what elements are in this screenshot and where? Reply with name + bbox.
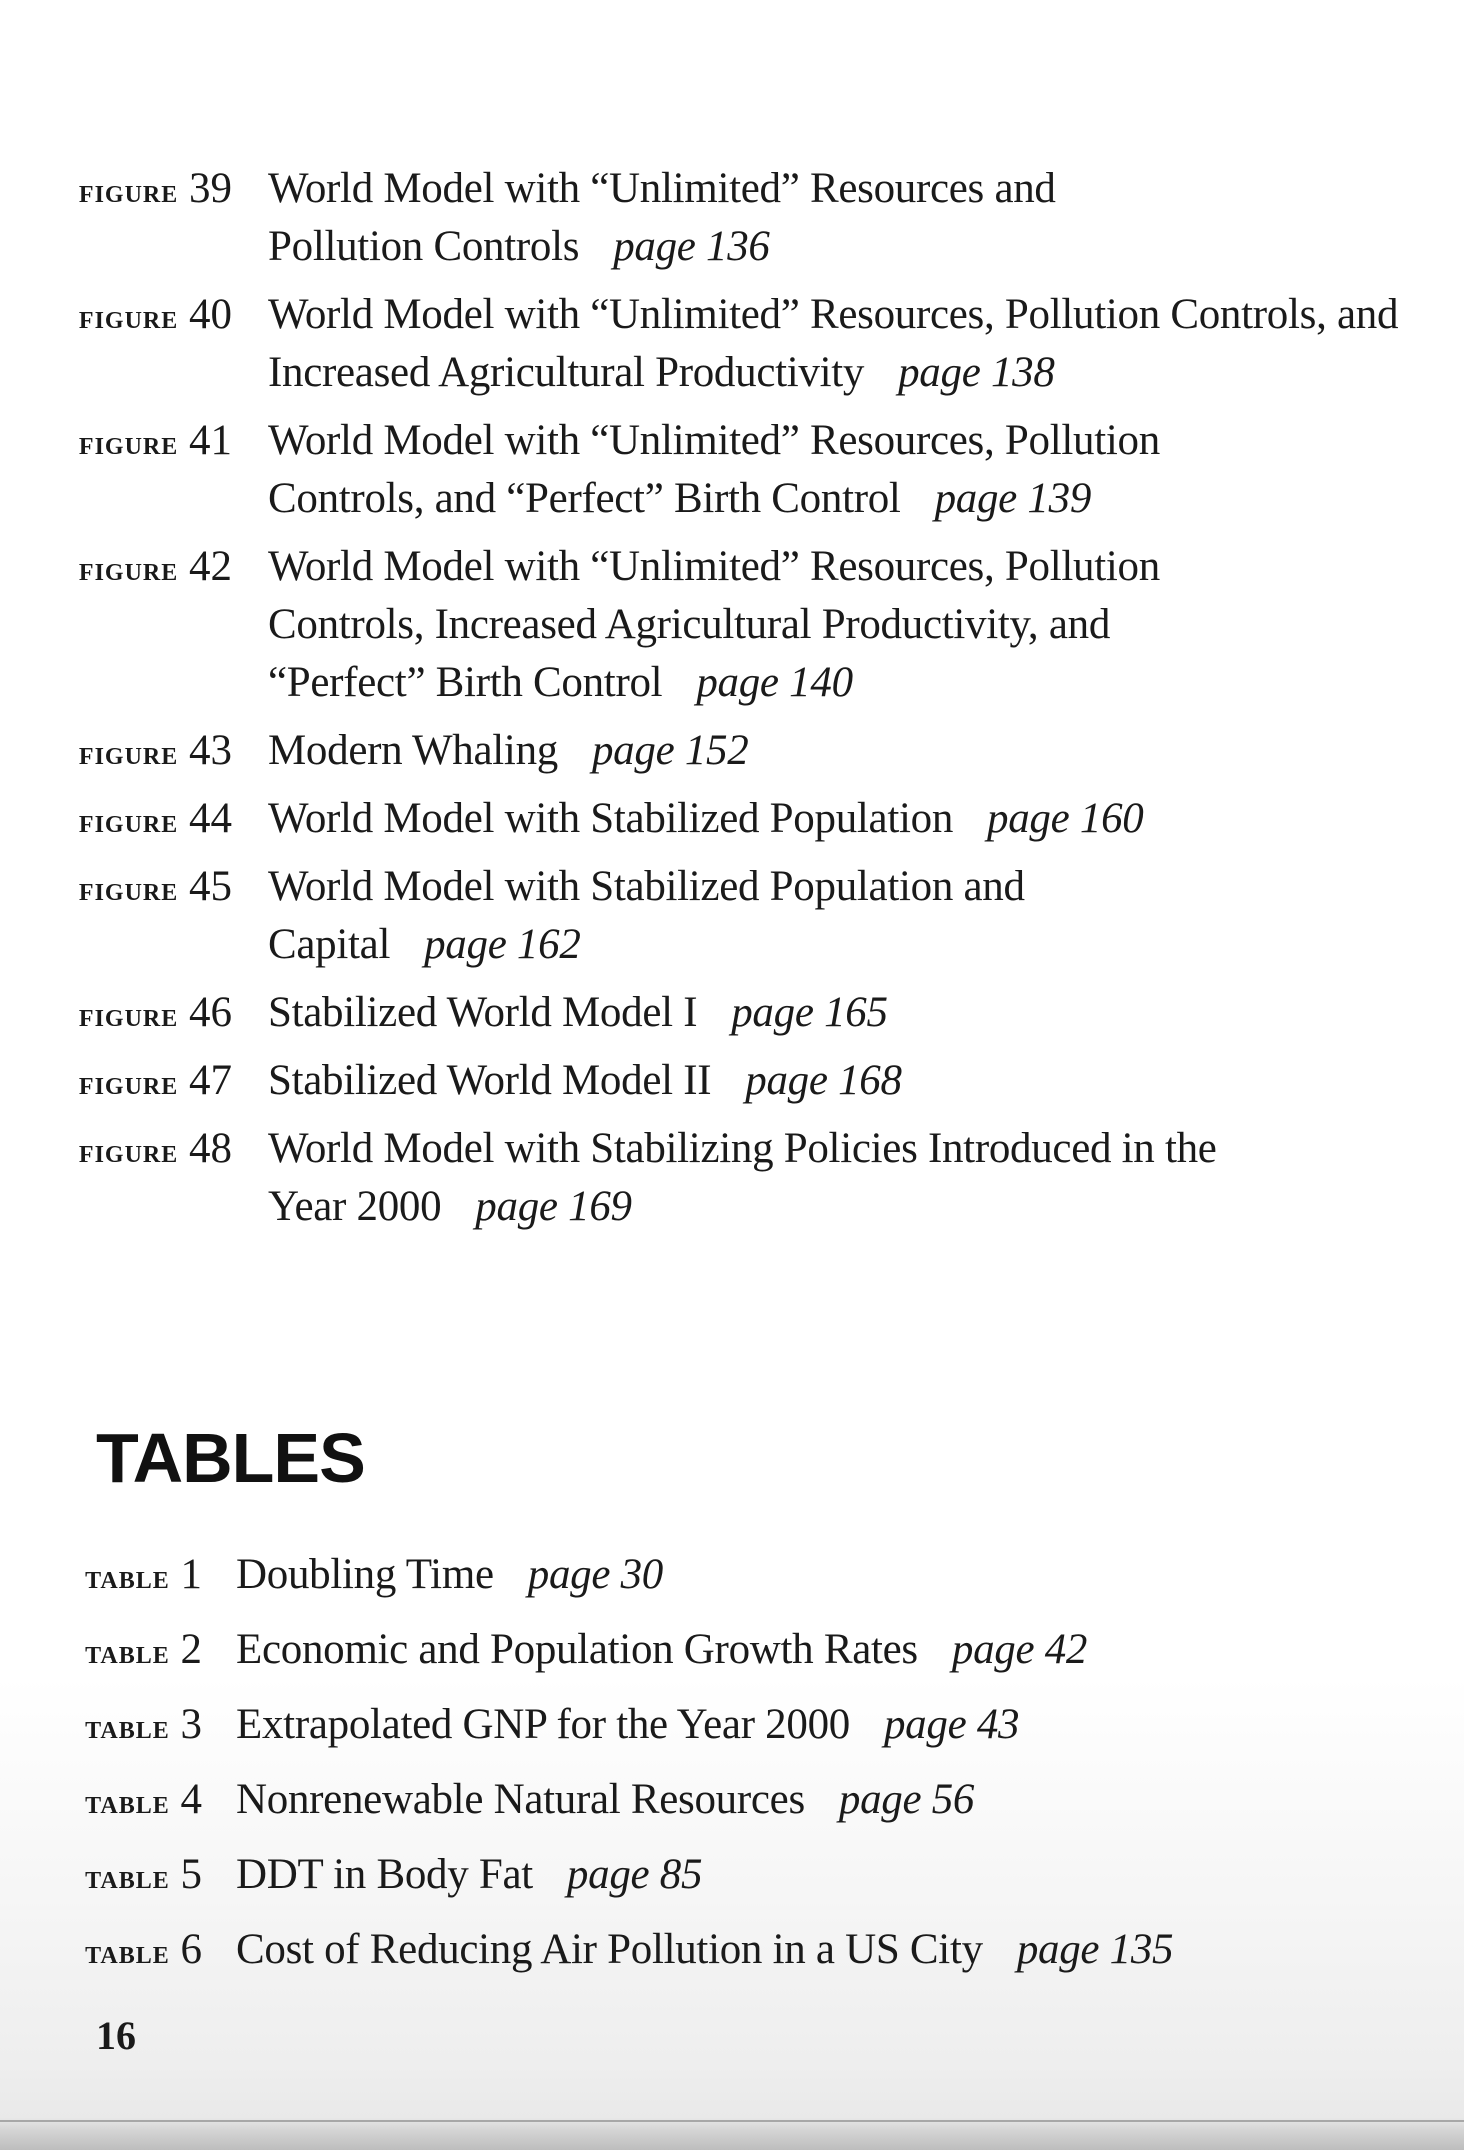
table-entry <box>0 1921 1464 1996</box>
figure-entry <box>0 790 1464 858</box>
figure-label <box>0 858 268 919</box>
figure-label <box>0 412 268 473</box>
figure-page-ref: page 138 <box>898 349 1055 396</box>
figure-title <box>268 722 1418 780</box>
figure-label <box>0 790 268 851</box>
figure-title-text: Modern Whaling <box>268 727 558 774</box>
figure-label <box>0 984 268 1045</box>
figure-title <box>268 790 1418 848</box>
table-title-text: Doubling Time <box>236 1551 494 1598</box>
page-number: 16 <box>96 2013 136 2058</box>
table-title <box>236 1546 1416 1604</box>
table-keyword: table <box>85 1709 170 1746</box>
table-title <box>236 1846 1416 1904</box>
figure-label <box>0 160 268 221</box>
figure-entry <box>0 722 1464 790</box>
table-keyword: table <box>85 1634 170 1671</box>
table-entry <box>0 1621 1464 1696</box>
page-bottom-line <box>0 2120 1464 2122</box>
figure-title <box>268 160 1138 276</box>
table-page-ref: page 43 <box>883 1701 1020 1748</box>
table-title <box>236 1621 1416 1679</box>
table-number: 2 <box>180 1626 202 1673</box>
figure-title-text: World Model with “Unlimited” Resources, Pollution Controls, and Increased Agricultural Productivity <box>268 291 1399 396</box>
table-page-ref: page 56 <box>838 1776 975 1823</box>
table-title-text: Economic and Population Growth Rates <box>236 1626 918 1673</box>
figure-title-text: World Model with “Unlimited” Resources, Pollution Controls, and “Perfect” Birth Control <box>268 417 1160 522</box>
figure-page-ref: page 152 <box>591 727 749 774</box>
table-entry <box>0 1546 1464 1621</box>
table-number: 1 <box>180 1551 202 1598</box>
figure-title <box>268 984 1418 1042</box>
figure-keyword: figure <box>78 997 179 1034</box>
table-keyword: table <box>85 1784 170 1821</box>
table-number: 3 <box>180 1701 202 1748</box>
figure-entry <box>0 1120 1464 1246</box>
figure-title-text: World Model with Stabilizing Policies Introduced in the Year 2000 <box>268 1125 1217 1230</box>
figure-number: 45 <box>189 863 232 910</box>
figure-number: 44 <box>189 795 232 842</box>
table-page-ref: page 85 <box>566 1851 703 1898</box>
figure-entry <box>0 412 1464 538</box>
figure-title-text: Stabilized World Model II <box>268 1057 712 1104</box>
table-keyword: table <box>85 1934 170 1971</box>
figure-number: 40 <box>189 291 232 338</box>
table-title-text: DDT in Body Fat <box>236 1851 533 1898</box>
figure-page-ref: page 165 <box>731 989 888 1036</box>
figure-page-ref: page 160 <box>987 795 1144 842</box>
figure-number: 47 <box>189 1057 232 1104</box>
table-title <box>236 1921 1416 1979</box>
table-title <box>236 1696 1416 1754</box>
figure-page-ref: page 169 <box>475 1183 632 1230</box>
table-label <box>0 1546 236 1607</box>
figure-number: 48 <box>189 1125 232 1172</box>
table-title-text: Extrapolated GNP for the Year 2000 <box>236 1701 850 1748</box>
figure-entry <box>0 858 1464 984</box>
table-label <box>0 1921 236 1982</box>
table-list <box>0 1546 1464 1996</box>
figure-title <box>268 412 1258 528</box>
figure-title-text: World Model with Stabilized Population and Capital <box>268 863 1025 968</box>
table-label <box>0 1846 236 1907</box>
table-number: 6 <box>180 1926 202 1973</box>
figure-title-text: World Model with “Unlimited” Resources, Pollution Controls, Increased Agricultural Productivity, and “Perfect” Birth Control <box>268 543 1160 706</box>
table-page-ref: page 42 <box>951 1626 1088 1673</box>
figure-page-ref: page 162 <box>424 921 581 968</box>
figure-keyword: figure <box>78 551 179 588</box>
figure-list <box>0 160 1464 1246</box>
figure-label <box>0 1052 268 1113</box>
figure-entry <box>0 984 1464 1052</box>
figure-title-text: Stabilized World Model I <box>268 989 698 1036</box>
figure-label <box>0 1120 268 1181</box>
figure-page-ref: page 140 <box>696 659 853 706</box>
figure-keyword: figure <box>78 1133 179 1170</box>
figure-label <box>0 538 268 599</box>
figure-label <box>0 722 268 783</box>
figure-page-ref: page 136 <box>613 223 770 270</box>
table-label <box>0 1696 236 1757</box>
table-page-ref: page 135 <box>1016 1926 1174 1973</box>
table-label <box>0 1771 236 1832</box>
figure-title-text: World Model with “Unlimited” Resources and Pollution Controls <box>268 165 1056 270</box>
figure-keyword: figure <box>78 803 179 840</box>
figure-title <box>268 286 1418 402</box>
table-number: 4 <box>180 1776 202 1823</box>
figure-keyword: figure <box>78 425 179 462</box>
figure-keyword: figure <box>78 1065 179 1102</box>
figure-title <box>268 538 1258 712</box>
figure-entry <box>0 286 1464 412</box>
table-title-text: Nonrenewable Natural Resources <box>236 1776 805 1823</box>
figure-title <box>268 1052 1418 1110</box>
table-keyword: table <box>85 1859 170 1896</box>
table-title-text: Cost of Reducing Air Pollution in a US City <box>236 1926 983 1973</box>
figure-number: 39 <box>189 165 232 212</box>
table-page-ref: page 30 <box>527 1551 664 1598</box>
figure-page-ref: page 139 <box>934 475 1092 522</box>
figure-number: 46 <box>189 989 232 1036</box>
table-entry <box>0 1696 1464 1771</box>
figure-number: 42 <box>189 543 232 590</box>
figure-label <box>0 286 268 347</box>
figure-entry <box>0 1052 1464 1120</box>
table-entry <box>0 1846 1464 1921</box>
table-label <box>0 1621 236 1682</box>
figure-title <box>268 858 1138 974</box>
figure-keyword: figure <box>78 735 179 772</box>
tables-heading: TABLES <box>96 1419 365 1497</box>
figure-keyword: figure <box>78 299 179 336</box>
figure-entry <box>0 160 1464 286</box>
figure-number: 41 <box>189 417 232 464</box>
table-title <box>236 1771 1416 1829</box>
figure-number: 43 <box>189 727 232 774</box>
table-number: 5 <box>180 1851 202 1898</box>
table-keyword: table <box>85 1559 170 1596</box>
figure-keyword: figure <box>78 871 179 908</box>
figure-keyword: figure <box>78 173 179 210</box>
figure-page-ref: page 168 <box>745 1057 902 1104</box>
table-entry <box>0 1771 1464 1846</box>
figure-title <box>268 1120 1278 1236</box>
figure-entry <box>0 538 1464 722</box>
figure-title-text: World Model with Stabilized Population <box>268 795 954 842</box>
page-bottom-edge <box>0 2118 1464 2150</box>
